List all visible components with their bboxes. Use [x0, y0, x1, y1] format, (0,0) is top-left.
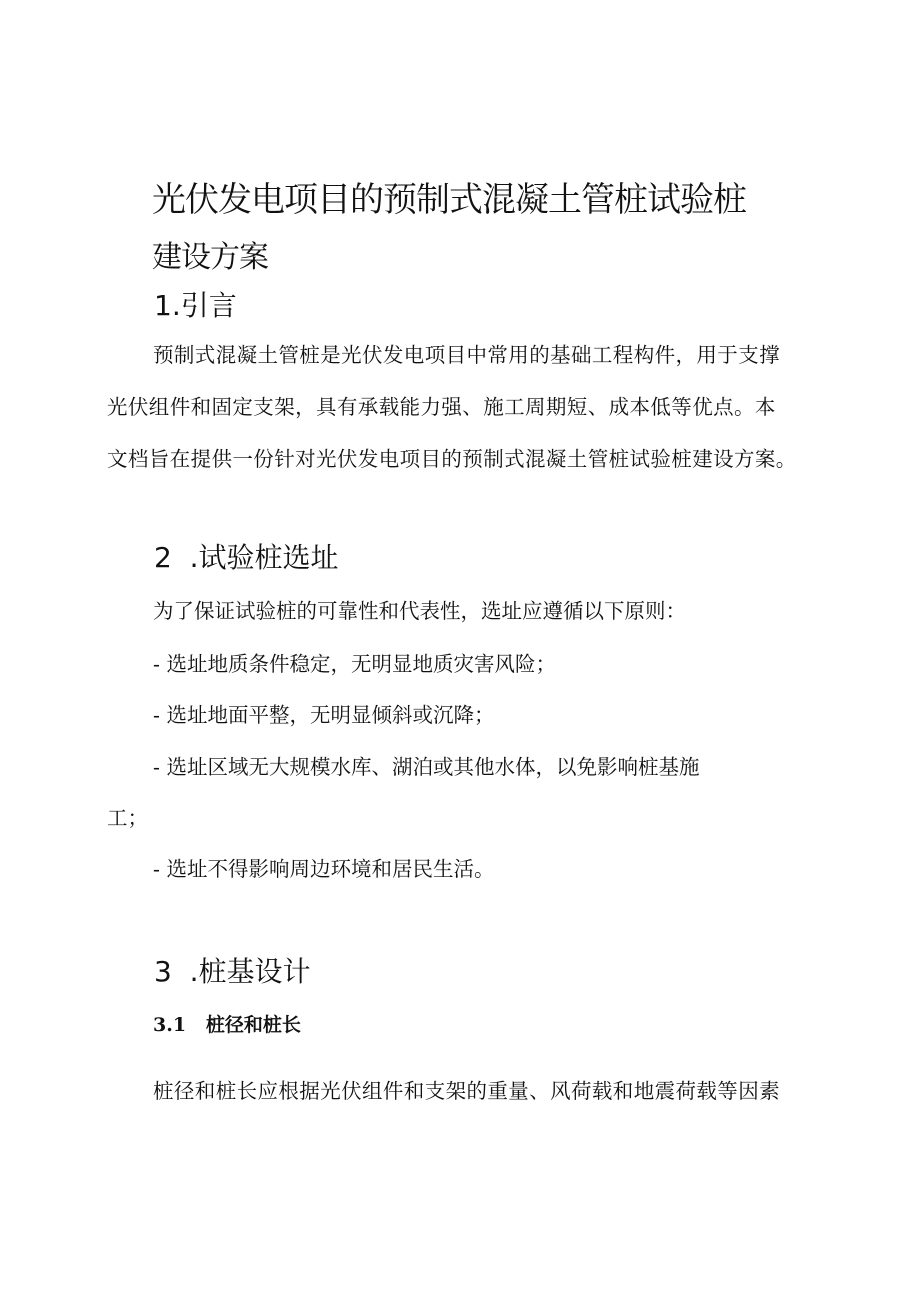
section-2-list-item: - 选址地面平整，无明显倾斜或沉降； [153, 703, 495, 727]
section-2-list-item-continuation: 工； [107, 806, 148, 830]
section-1-heading: 1.引言 [154, 289, 237, 322]
document-title-line-2: 建设方案 [152, 240, 268, 275]
section-2-intro: 为了保证试验桩的可靠性和代表性，选址应遵循以下原则： [153, 599, 686, 623]
section-3-heading: 3 .桩基设计 [154, 955, 311, 988]
section-2-list-item: - 选址不得影响周边环境和居民生活。 [153, 857, 495, 881]
section-2-list-item: - 选址地质条件稳定，无明显地质灾害风险； [153, 652, 556, 676]
section-1-paragraph-line-2: 光伏组件和固定支架，具有承载能力强、施工周期短、成本低等优点。本 [107, 395, 776, 419]
section-3-1-subheading: 3.1 桩径和桩长 [153, 1014, 301, 1036]
section-2-list-item: - 选址区域无大规模水库、湖泊或其他水体，以免影响桩基施 [153, 755, 700, 779]
section-1-paragraph-line-1: 预制式混凝土管桩是光伏发电项目中常用的基础工程构件，用于支撑 [153, 343, 780, 367]
section-2-heading: 2 .试验桩选址 [154, 541, 339, 574]
section-1-paragraph-line-3: 文档旨在提供一份针对光伏发电项目的预制式混凝土管桩试验桩建设方案。 [107, 447, 797, 471]
section-3-paragraph-line-1: 桩径和桩长应根据光伏组件和支架的重量、风荷载和地震荷载等因素 [153, 1079, 780, 1103]
document-title-line-1: 光伏发电项目的预制式混凝土管桩试验桩 [152, 180, 746, 220]
